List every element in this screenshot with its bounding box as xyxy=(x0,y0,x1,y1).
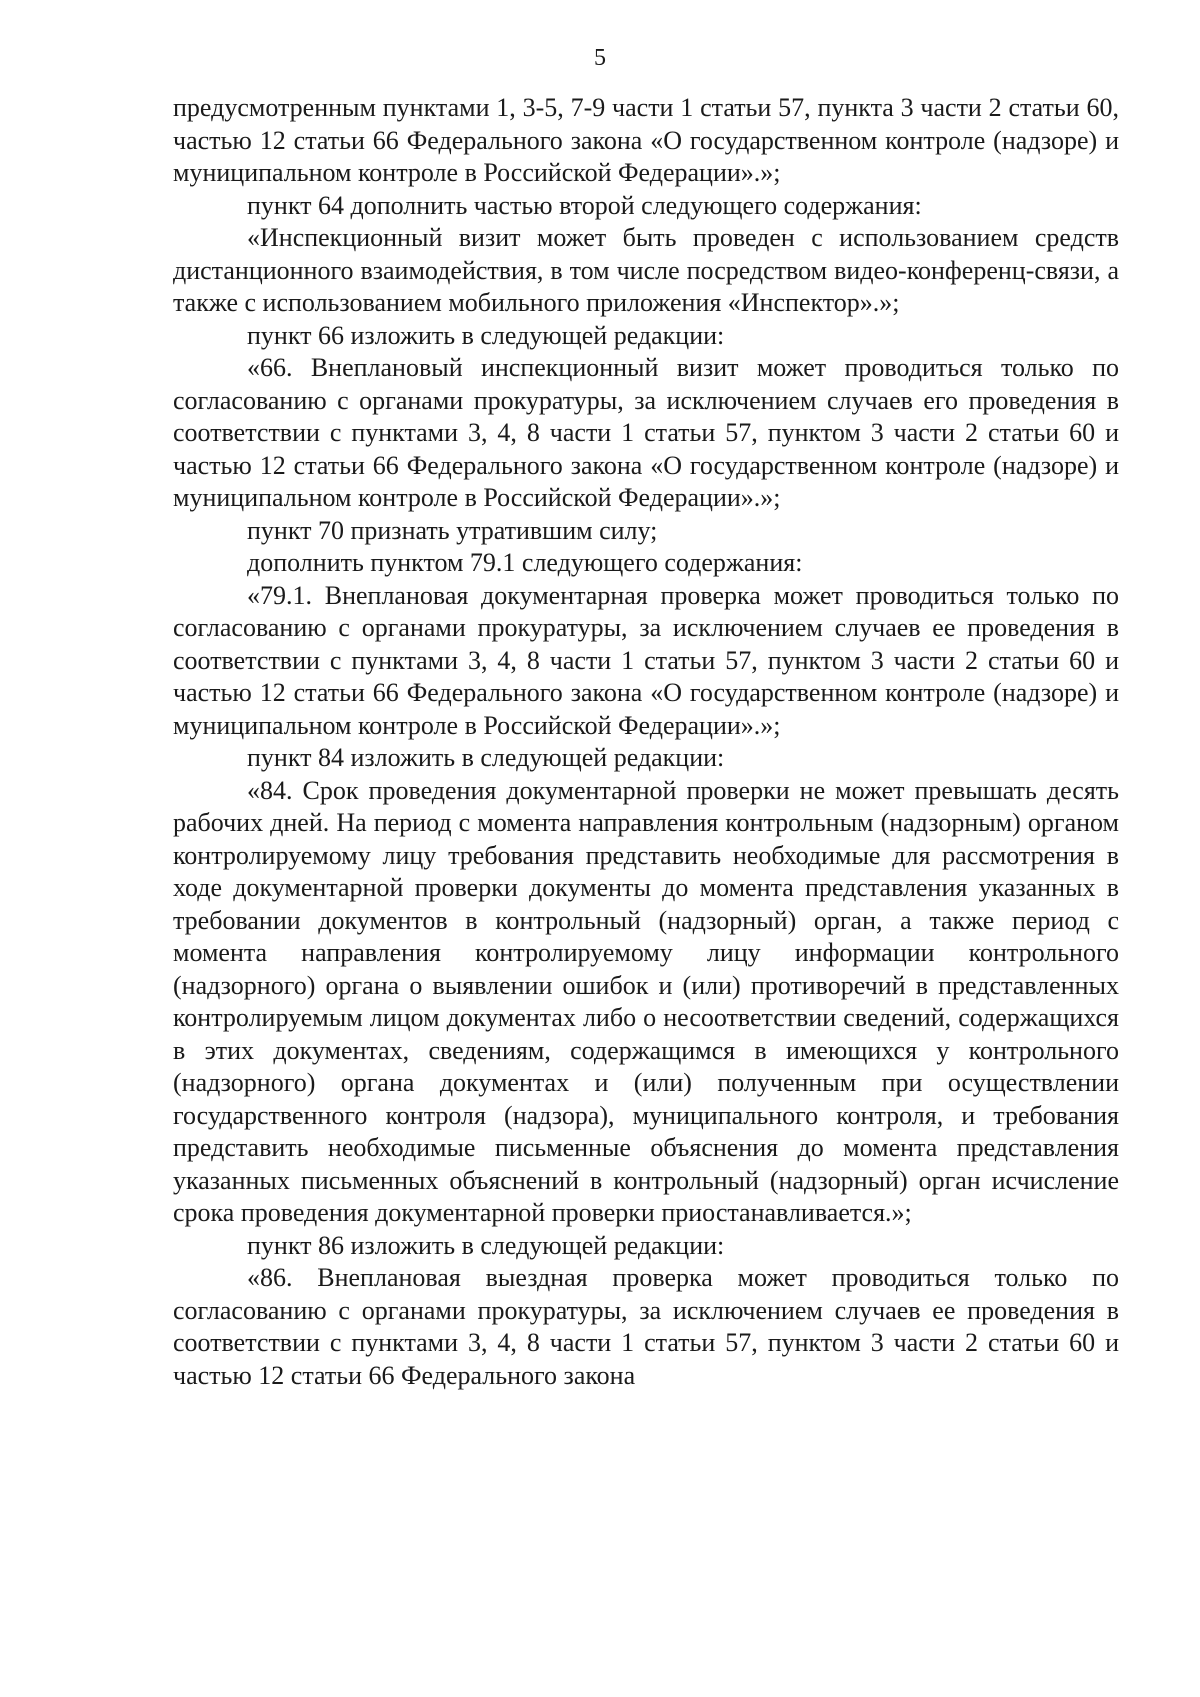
paragraph: предусмотренным пунктами 1, 3-5, 7-9 части 1 статьи 57, пункта 3 части 2 статьи 60, частью 12 статьи 66 Федерального закона «О государственном контроле (надзоре) и муниципальном контроле в Российской Федерации».»; xyxy=(173,93,1119,187)
paragraph: пункт 86 изложить в следующей редакции: xyxy=(247,1230,725,1260)
paragraph: пункт 84 изложить в следующей редакции: xyxy=(247,743,725,772)
paragraph: «Инспекционный визит может быть проведен с использованием средств дистанционного взаимодействия, в том числе посредством видео-конференц-связи, а также с использованием мобильного приложения «Инспектор».»; xyxy=(173,223,1119,317)
paragraph: пункт 66 изложить в следующей редакции: xyxy=(247,320,725,350)
paragraph: «79.1. Внеплановая документарная проверка может проводиться только по согласованию с органами прокуратуры, за исключением случаев ее проведения в соответствии с пунктами 3, 4, 8 части 1 статьи 57, пунктом 3 части 2 статьи 60 и частью 12 статьи 66 Федерального закона «О государственном контроле (надзоре) и муниципальном контроле в Российской Федерации».»; xyxy=(173,580,1119,740)
page-number: 5 xyxy=(594,45,606,71)
paragraph: дополнить пунктом 79.1 следующего содержания: xyxy=(247,548,803,577)
paragraph: «86. Внеплановая выездная проверка может проводиться только по согласованию с органами прокуратуры, за исключением случаев ее проведения в соответствии с пунктами 3, 4, 8 части 1 статьи 57, пунктом 3 части 2 статьи 60 и частью 12 статьи 66 Федерального закона xyxy=(173,1263,1119,1390)
paragraph: пункт 70 признать утратившим силу; xyxy=(247,515,658,545)
paragraph: «84. Срок проведения документарной проверки не может превышать десять рабочих дней. На период с момента направления контрольным (надзорным) органом контролируемому лицу требования представить необходимые для рассмотрения в ходе документарной проверки документы до момента представления указанных в требовании документов в контрольный (надзорный) орган, а также период с момента направления контролируемому лицу информации контрольного (надзорного) органа о выявлении ошибок и (или) противоречий в представленных контролируемым лицом документах либо о несоответствии сведений, содержащихся в этих документах, сведениям, содержащимся в имеющихся у контрольного (надзорного) органа документах и (или) полученным при осуществлении государственного контроля (надзора), муниципального контроля, и требования представить необходимые письменные объяснения до момента представления указанных письменных объяснений в контрольный (надзорный) орган исчисление срока проведения документарной проверки приостанавливается.»; xyxy=(173,775,1119,1227)
document-body xyxy=(173,92,1119,1392)
paragraph: «66. Внеплановый инспекционный визит может проводиться только по согласованию с органами прокуратуры, за исключением случаев его проведения в соответствии с пунктами 3, 4, 8 части 1 статьи 57, пунктом 3 части 2 статьи 60 и частью 12 статьи 66 Федерального закона «О государственном контроле (надзоре) и муниципальном контроле в Российской Федерации».»; xyxy=(173,353,1119,512)
paragraph: пункт 64 дополнить частью второй следующего содержания: xyxy=(247,190,922,220)
